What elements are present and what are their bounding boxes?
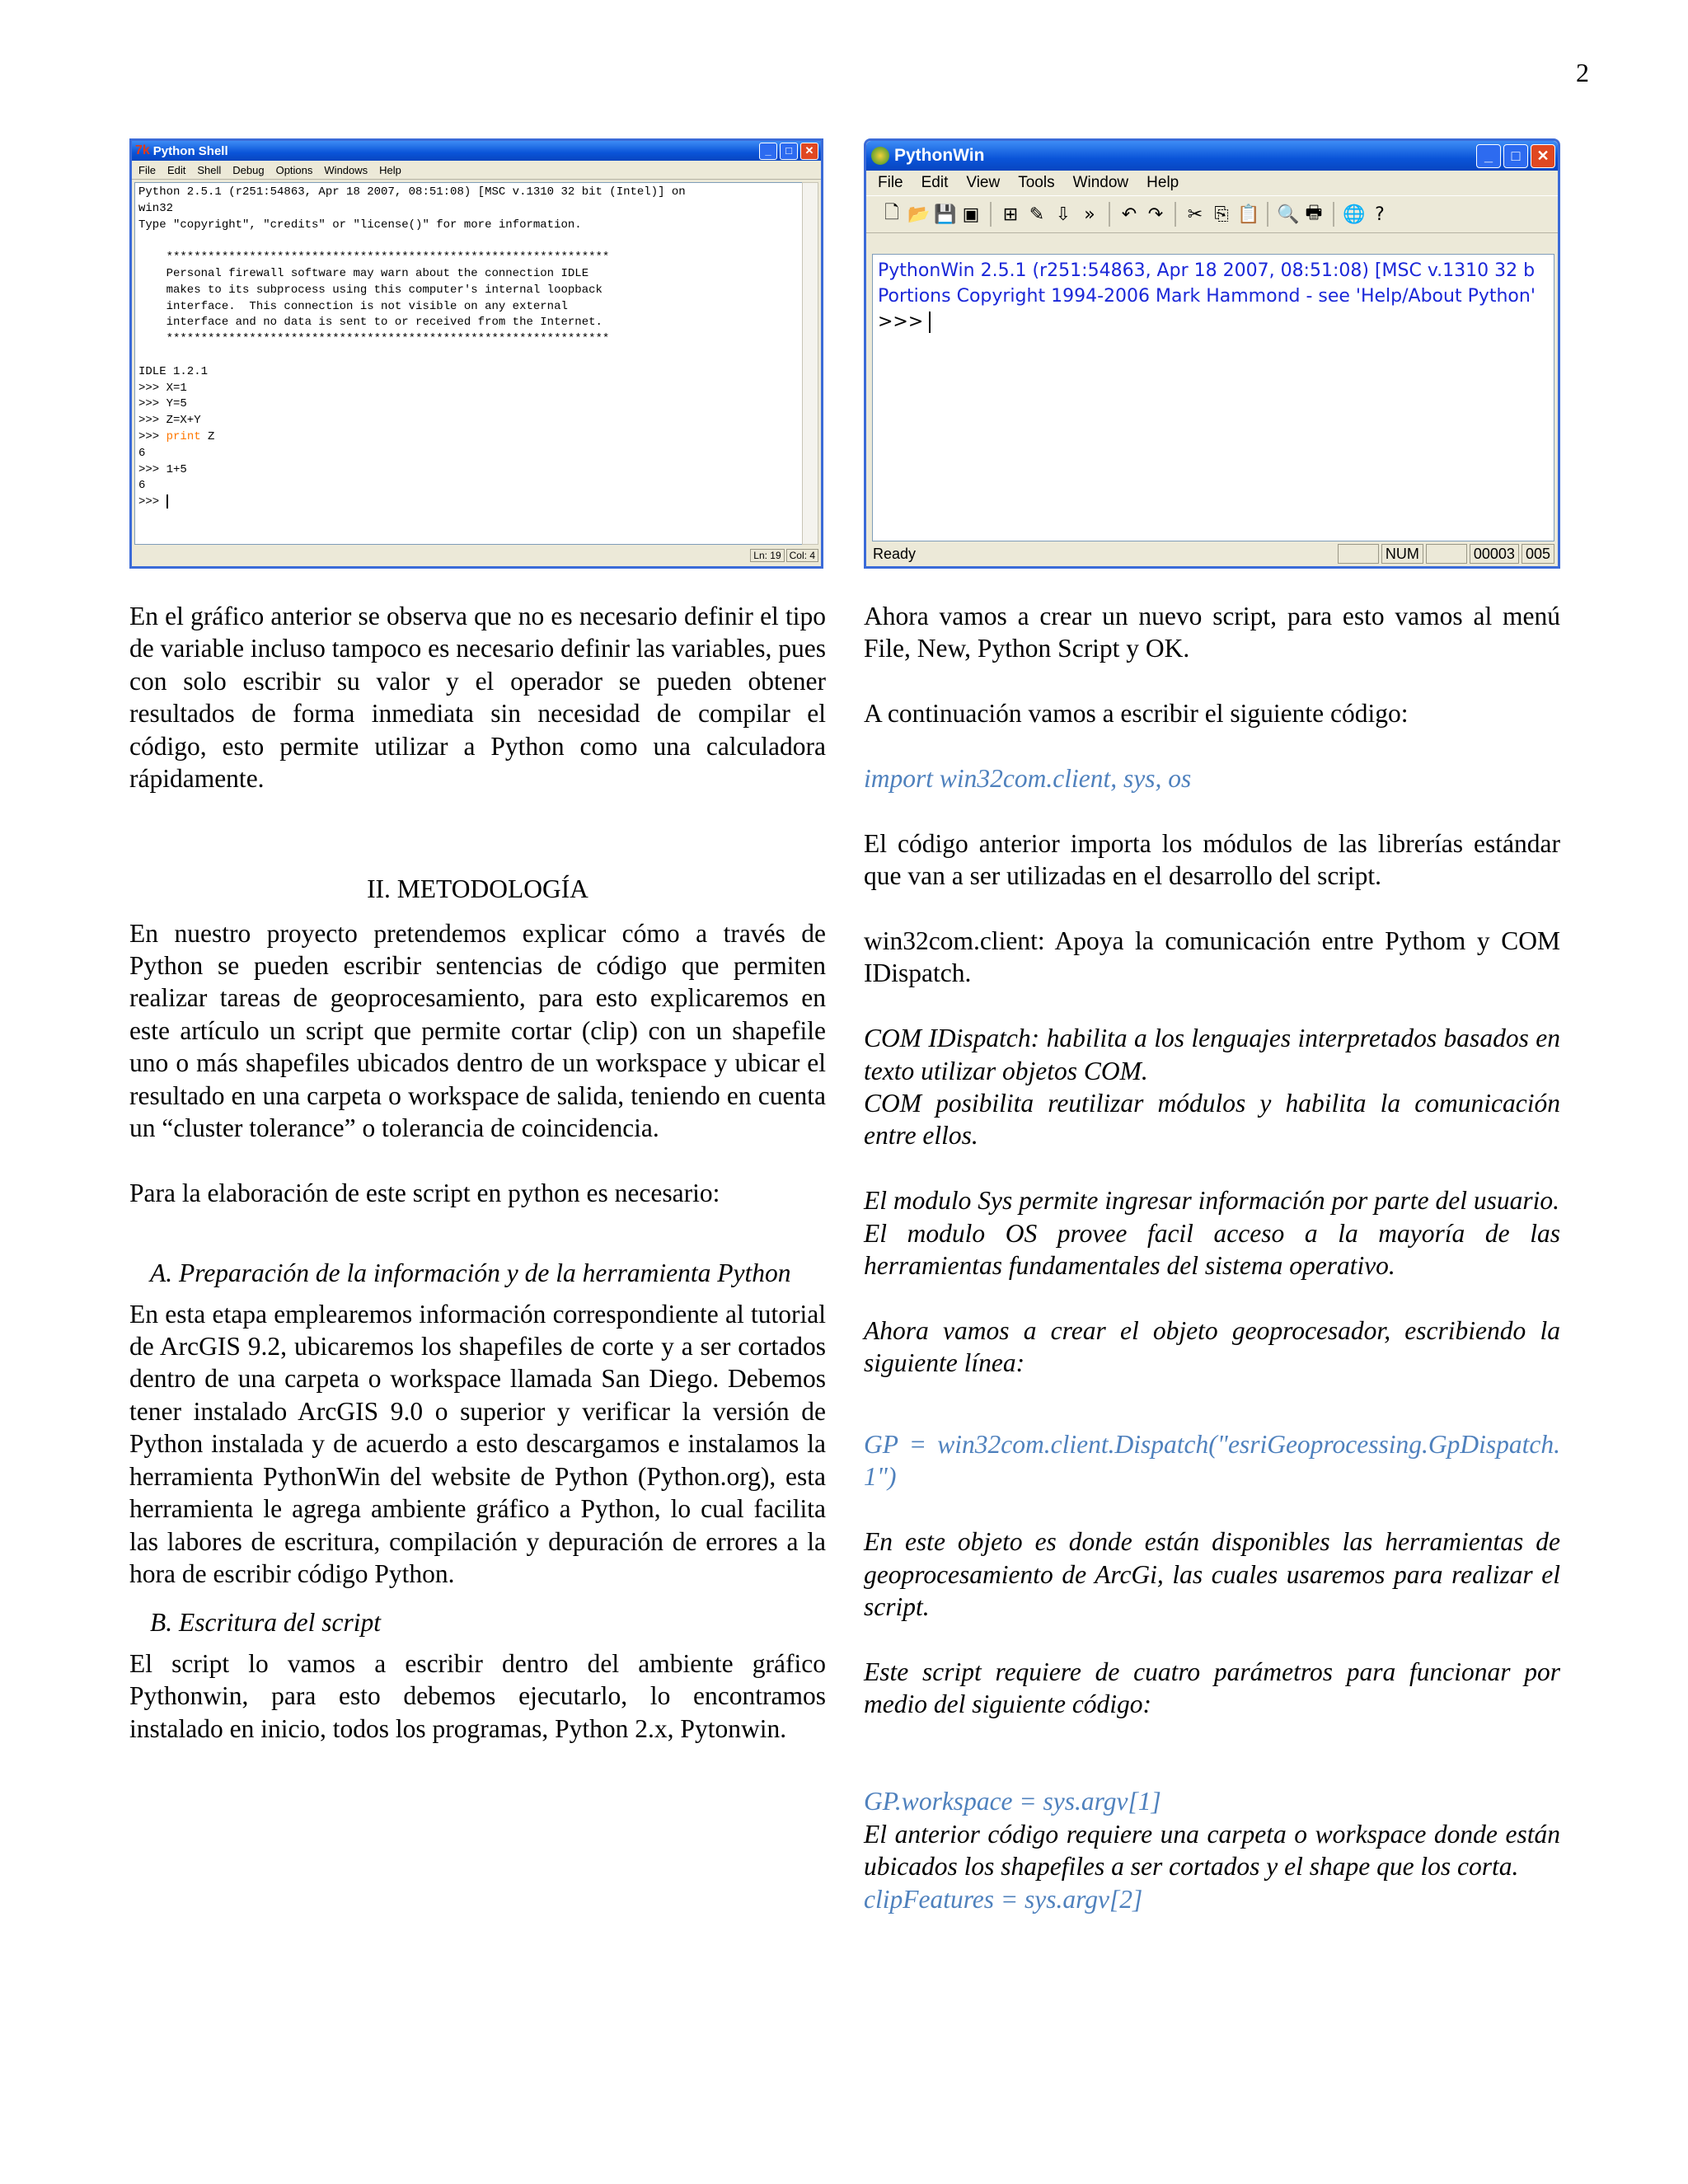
print-icon[interactable]: 🖶 — [1305, 203, 1323, 223]
save-all-icon[interactable]: ▣ — [962, 204, 980, 225]
right-column — [864, 600, 1560, 1915]
shell-line: >>> Y=5 — [138, 397, 187, 411]
code-clip-features: clipFeatures = sys.argv[2] — [864, 1884, 1143, 1914]
status-ready: Ready — [873, 545, 917, 562]
right-paragraph-5: COM IDispatch: habilita a los lenguajes interpretados basados en texto utilizar objetos COM. — [864, 1024, 1560, 1085]
shell-title-bar[interactable] — [132, 141, 821, 161]
shell-line: interface. This connection is not visible on any external — [138, 299, 568, 313]
redo-icon[interactable]: ↷ — [1147, 204, 1164, 225]
browser-icon[interactable]: 🌐 — [1343, 204, 1366, 225]
pythonwin-copyright-line: Portions Copyright 1994-2006 Mark Hammond - see 'Help/About Python' — [878, 286, 1536, 307]
shell-menu-file[interactable]: File — [138, 163, 156, 176]
maximize-icon[interactable]: □ — [1503, 144, 1528, 168]
import-icon[interactable]: ⇩ — [1055, 204, 1071, 225]
interactive-window-icon[interactable]: » — [1084, 204, 1095, 225]
shell-menu-options[interactable]: Options — [275, 163, 313, 176]
python-shell-window — [129, 138, 823, 569]
shell-line: >>> X=1 — [138, 381, 187, 395]
shell-line: **************************************************************** — [138, 332, 610, 346]
shell-line: >>> 1+5 — [138, 462, 187, 476]
subsection-b-title: B. Escritura del script — [150, 1608, 381, 1638]
shell-menu-edit[interactable]: Edit — [166, 163, 186, 176]
shell-line: **************************************************************** — [138, 251, 610, 265]
shell-line: 6 — [138, 446, 146, 460]
python-logo-icon — [871, 147, 889, 165]
code-workspace: GP.workspace = sys.argv[1] — [864, 1787, 1161, 1816]
left-column — [129, 600, 826, 1745]
shell-menu-debug[interactable]: Debug — [232, 163, 265, 176]
page-number: 2 — [1576, 58, 1589, 87]
shell-prompt: >>> — [138, 495, 166, 509]
new-file-icon[interactable]: 🗋 — [884, 203, 899, 223]
left-paragraph-2: En nuestro proyecto pretendemos explicar cómo a través de Python se pueden escribir sentencias de código que permiten realizar tareas de geoprocesamiento, para esto explicaremos en este artículo un script que permite cortar (clip) con un shapefile uno o más shapefiles ubicados dentro de un workspace y ubicar el resultado en una carpeta o workspace de salida, teniendo en cuenta un “cluster tolerance” o tolerancia de coincidencia. — [129, 918, 826, 1143]
shell-last-line — [138, 494, 799, 511]
right-paragraph-9: Ahora vamos a crear el objeto geoprocesador, escribiendo la siguiente línea: — [864, 1315, 1560, 1378]
shell-menu-bar — [132, 161, 821, 180]
pythonwin-interactive-window[interactable] — [872, 254, 1554, 541]
open-folder-icon[interactable]: 📂 — [907, 204, 931, 225]
menu-edit[interactable]: Edit — [921, 174, 949, 191]
menu-view[interactable]: View — [966, 174, 1001, 191]
run-icon[interactable]: ✎ — [1029, 204, 1045, 225]
left-paragraph-1: En el gráfico anterior se observa que no es necesario definir el tipo de variable incluso tampoco es necesario definir las variables, pues con solo escribir su valor y el operador se pueden obtener resultados de forma inmediata sin necesidad de compilar el código, esto permite utilizar a Python como una calculadora rápidamente. — [129, 602, 826, 794]
shell-line: interface and no data is sent to or received from the Internet. — [138, 316, 603, 330]
pythonwin-prompt-line — [878, 309, 1549, 335]
right-paragraph-4: win32com.client: Apoya la comunicación entre Pythom y COM IDispatch. — [864, 926, 1560, 988]
left-paragraph-5: El script lo vamos a escribir dentro del ambiente gráfico Pythonwin, para esto debemos ejecutarlo, lo encontramos instalado en inicio, todos los programas, Python 2.x, Pytonwin. — [129, 1648, 826, 1743]
menu-window[interactable]: Window — [1072, 174, 1129, 191]
status-col-number: 005 — [1522, 544, 1554, 564]
right-paragraph-1: Ahora vamos a crear un nuevo script, para esto vamos al menú File, New, Python Script y OK. — [864, 602, 1560, 663]
toolbar-separator — [1333, 202, 1334, 227]
copy-icon[interactable]: ⎘ — [1214, 204, 1229, 225]
shell-status-bar — [134, 546, 818, 565]
subsection-a-title: A. Preparación de la información y de la herramienta Python — [150, 1258, 791, 1288]
shell-console[interactable] — [134, 182, 803, 545]
status-empty — [1338, 544, 1379, 564]
left-paragraph-3: Para la elaboración de este script en python es necesario: — [129, 1178, 720, 1207]
shell-line: makes to its subprocess using this computer's internal loopback — [138, 283, 603, 297]
print-preview-icon[interactable]: 🔍 — [1277, 204, 1300, 225]
close-icon[interactable]: ✕ — [800, 143, 818, 160]
status-line: Ln: 19 — [750, 549, 784, 562]
maximize-icon[interactable]: □ — [780, 143, 798, 160]
section-title-metodologia: II. METODOLOGÍA — [367, 874, 588, 904]
shell-line: 6 — [138, 479, 146, 493]
shell-line: win32 — [138, 201, 174, 215]
shell-print-line — [138, 429, 799, 446]
status-num: NUM — [1381, 544, 1423, 564]
right-paragraph-11: Este script requiere de cuatro parámetros para funcionar por medio del siguiente código: — [864, 1657, 1560, 1719]
shell-prompt: >>> — [138, 429, 166, 443]
right-paragraph-3: El código anterior importa los módulos de las librerías estándar que van a ser utilizadas en el desarrollo del script. — [864, 828, 1560, 891]
menu-help[interactable]: Help — [1146, 174, 1179, 191]
shell-title: Python Shell — [152, 143, 228, 158]
code-gp-dispatch: GP = win32com.client.Dispatch("esriGeoprocessing.GpDispatch.1") — [864, 1430, 1560, 1492]
shell-menu-windows[interactable]: Windows — [324, 163, 368, 176]
toolbar-separator — [1267, 202, 1268, 227]
shell-scrollbar[interactable] — [802, 182, 818, 545]
toolbar-separator — [990, 202, 992, 227]
status-col: Col: 4 — [786, 549, 818, 562]
help-icon[interactable]: ? — [1375, 204, 1385, 225]
shell-menu-help[interactable]: Help — [379, 163, 401, 176]
right-paragraph-12: El anterior código requiere una carpeta o workspace donde están ubicados los shapefiles a ser cortados y el shape que los corta. — [864, 1819, 1560, 1882]
tk-icon: 7k — [135, 143, 150, 157]
shell-menu-shell[interactable]: Shell — [197, 163, 222, 176]
shell-line: Type "copyright", "credits" or "license()" for more information. — [138, 218, 582, 232]
pythonwin-title: PythonWin — [894, 146, 985, 165]
text-cursor — [929, 312, 931, 333]
cut-icon[interactable]: ✂ — [1187, 204, 1203, 225]
pythonwin-title-bar[interactable] — [866, 141, 1558, 171]
menu-file[interactable]: File — [878, 174, 903, 191]
save-icon[interactable]: 💾 — [934, 204, 957, 225]
right-paragraph-8: El modulo OS provee facil acceso a la mayoría de las herramientas fundamentales del sistema operativo. — [864, 1218, 1560, 1281]
pythonwin-window — [864, 138, 1560, 569]
menu-tools[interactable]: Tools — [1018, 174, 1055, 191]
minimize-icon[interactable]: _ — [759, 143, 777, 160]
status-empty — [1426, 544, 1467, 564]
pythonwin-toolbar — [866, 195, 1558, 233]
text-cursor — [166, 494, 168, 509]
shell-line: Python 2.5.1 (r251:54863, Apr 18 2007, 08:51:08) [MSC v.1310 32 bit (Intel)] on — [138, 185, 686, 199]
pythonwin-prompt: >>> — [878, 312, 930, 332]
shell-line: Personal firewall software may warn about the connection IDLE — [138, 266, 589, 280]
toolbar-separator — [1175, 202, 1176, 227]
pythonwin-menu-bar — [866, 171, 1558, 195]
paste-icon[interactable]: 📋 — [1237, 204, 1260, 225]
pythonwin-status-bar — [870, 543, 1554, 565]
right-paragraph-7: El modulo Sys permite ingresar información por parte del usuario. — [864, 1186, 1560, 1216]
shell-line: >>> Z=X+Y — [138, 414, 201, 428]
code-import: import win32com.client, sys, os — [864, 764, 1192, 793]
right-paragraph-2: A continuación vamos a escribir el siguiente código: — [864, 699, 1409, 729]
status-line-number: 00003 — [1470, 544, 1519, 564]
close-icon[interactable]: ✕ — [1531, 144, 1555, 168]
toolbar-separator — [1109, 202, 1110, 227]
undo-icon[interactable]: ↶ — [1121, 204, 1137, 225]
right-paragraph-6: COM posibilita reutilizar módulos y habilita la comunicación entre ellos. — [864, 1089, 1560, 1151]
check-icon[interactable]: ⊞ — [1002, 204, 1019, 225]
left-paragraph-4: En esta etapa emplearemos información correspondiente al tutorial de ArcGIS 9.2, ubicaremos los shapefiles de corte y a ser cortados dentro de una carpeta o workspace llamada San Diego. Debemos tener instalado ArcGIS 9.0 o superior y verificar la versión de Python instalada y de acuerdo a esto descargamos e instalamos la herramienta PythonWin del website de Python (Python.org), esta herramienta le agrega ambiente gráfico a Python, lo cual facilita las labores de escritura, compilación y depuración de errores a la hora de escribir código Python. — [129, 1299, 826, 1588]
minimize-icon[interactable]: _ — [1476, 144, 1501, 168]
print-arg: Z — [200, 429, 215, 443]
shell-line: IDLE 1.2.1 — [138, 364, 209, 378]
shell-line — [138, 348, 799, 364]
right-paragraph-10: En este objeto es donde están disponibles las herramientas de geoprocesamiento de ArcGi, las cuales usaremos para realizar el script. — [864, 1527, 1560, 1622]
print-keyword: print — [166, 429, 201, 443]
pythonwin-banner-line: PythonWin 2.5.1 (r251:54863, Apr 18 2007, 08:51:08) [MSC v.1310 32 b — [878, 260, 1536, 281]
shell-line — [138, 233, 799, 250]
